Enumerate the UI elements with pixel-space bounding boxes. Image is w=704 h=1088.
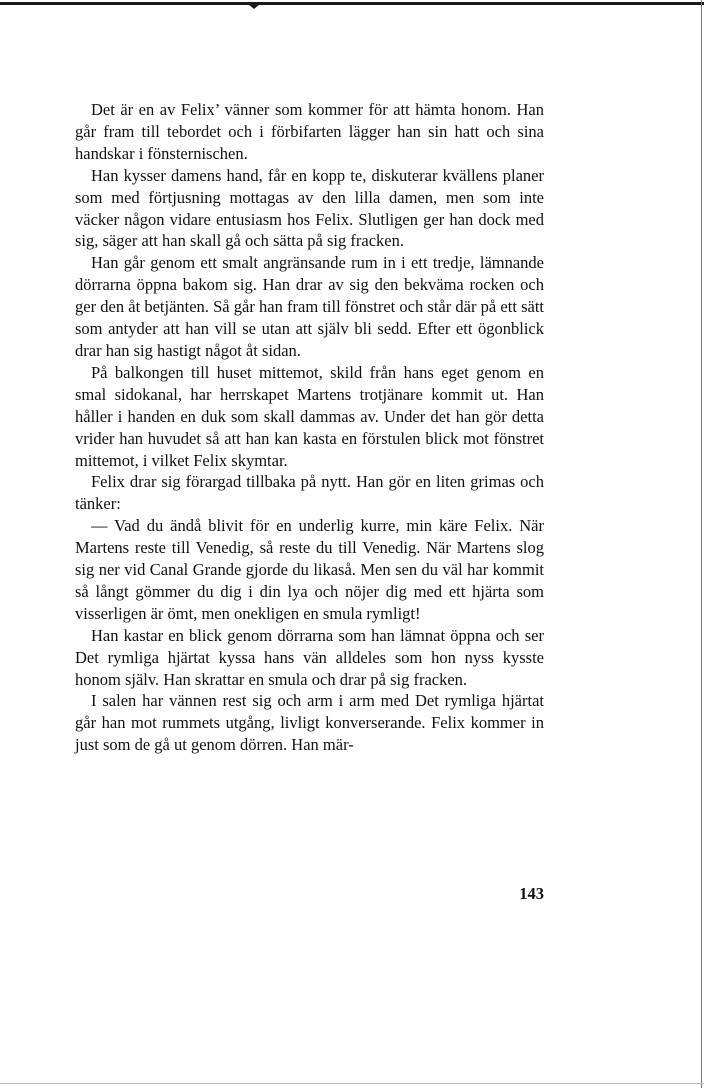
paragraph: Felix drar sig förargad tillbaka på nytt. Han gör en liten grimas och tänker: xyxy=(75,472,544,514)
right-page-edge xyxy=(701,0,702,1088)
paragraph: I salen har vännen rest sig och arm i arm med Det rymliga hjärtat går han mot rummets utgång, livligt konverserande. Felix kommer in just som de gå ut genom dörren. Han mär- xyxy=(75,691,544,755)
paragraph: Det är en av Felix’ vänner som kommer för att hämta honom. Han går fram till tebordet och i förbifarten lägger han sin hatt och sina handskar i fönsternischen. xyxy=(75,100,544,163)
paragraph: Han går genom ett smalt angränsande rum in i ett tredje, lämnande dörrarna öppna bakom sig. Han drar av sig den bekväma rocken och ger den åt betjänten. Så går han fram till fönstret och står där på ett sätt som antyder att han vill se utan att själv bli sedd. Efter ett ögonblick drar han sig hastigt något åt sidan. xyxy=(75,253,544,360)
page-number: 143 xyxy=(519,884,544,903)
bottom-page-edge xyxy=(0,1083,704,1084)
paragraph: — Vad du ändå blivit för en underlig kurre, min käre Felix. När Martens reste till Venedig, så reste du till Venedig. När Martens slog sig ner vid Canal Grande gjorde du likaså. Men sen du väl har kommit så långt gömmer du dig i din lya och nöjer dig med ett hjärta som visserligen är ömt, men onekligen en smula rymligt! xyxy=(75,516,544,623)
paragraph: Han kysser damens hand, får en kopp te, diskuterar kvällens planer som med förtjusning mottagas av den lilla damen, men som inte väcker någon vidare entusiasm hos Felix. Slutligen ger han dock med sig, säger att han skall gå och sätta på sig fracken. xyxy=(75,165,544,251)
paragraph: Han kastar en blick genom dörrarna som han lämnat öppna och ser Det rymliga hjärtat kyssa hans vän alldeles som hon nyss kysste honom själv. Han skrattar en smula och drar på sig fracken. xyxy=(75,625,544,689)
paragraph: På balkongen till huset mittemot, skild från hans eget genom en smal sidokanal, har herrskapet Martens trotjänare kommit ut. Han håller i handen en duk som skall dammas av. Under det han gör detta vrider han huvudet så att han kan kasta en förstulen blick mot fönstret mittemot, i vilket Felix skymtar. xyxy=(75,362,544,470)
page-body-text xyxy=(75,99,544,756)
top-border-notch xyxy=(248,4,260,9)
top-border-rule xyxy=(0,2,704,5)
